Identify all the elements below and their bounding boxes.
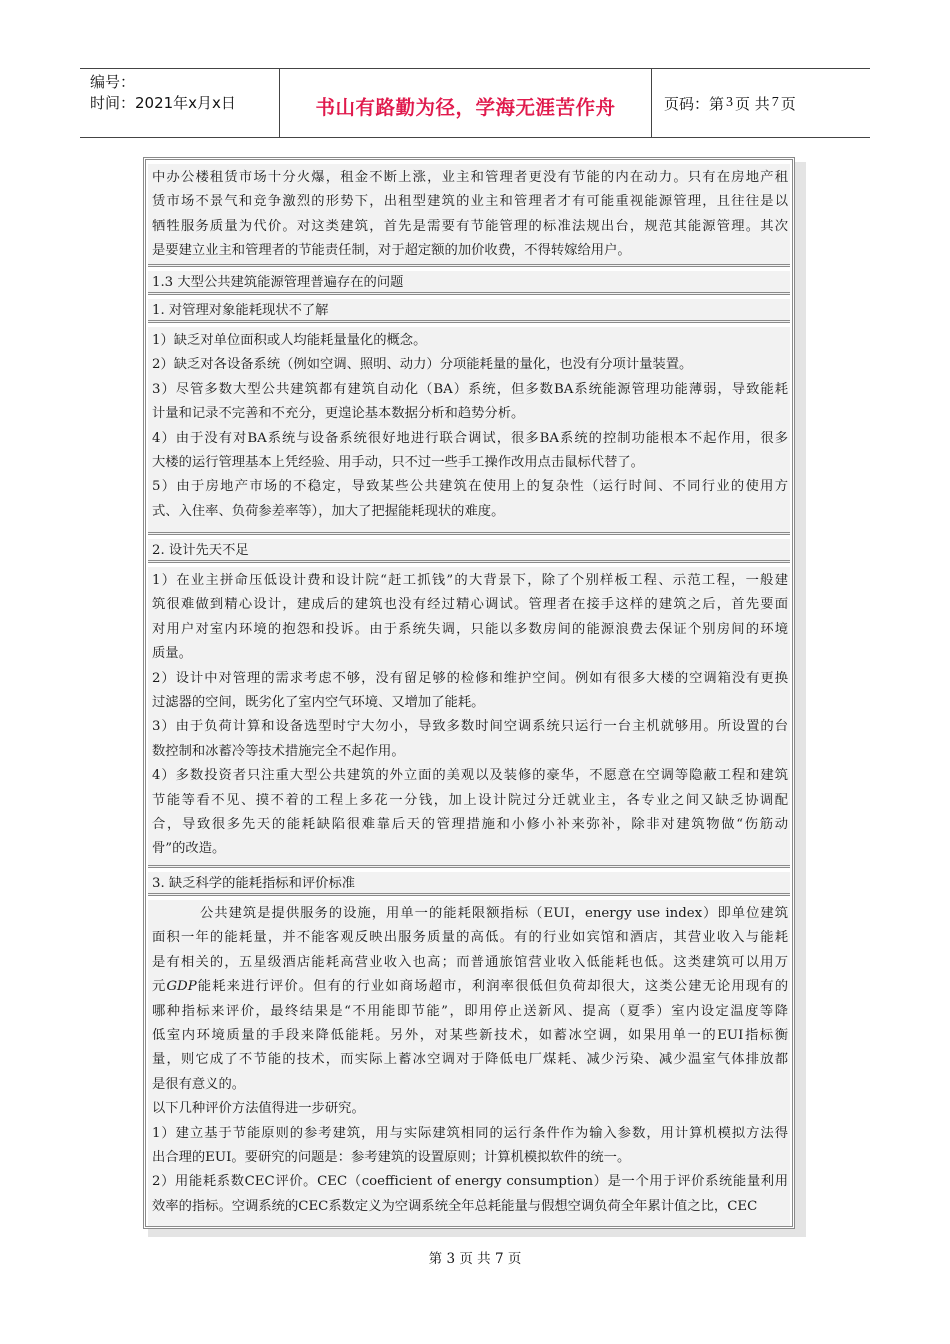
paragraph-line: 公共建筑是提供服务的设施，用单一的能耗限额指标（EUI，energy use index）即单位建筑 bbox=[200, 906, 788, 921]
page-total: 7 bbox=[771, 95, 779, 110]
page-footer bbox=[0, 1247, 950, 1267]
table-row bbox=[148, 567, 790, 868]
paragraph-line: 过滤器的空间，既劣化了室内空气环境、又增加了能耗。 bbox=[152, 694, 485, 710]
table-row bbox=[148, 164, 790, 267]
page-header bbox=[80, 68, 870, 138]
paragraph-line: 中办公楼租赁市场十分火爆，租金不断上涨，业主和管理者更没有节能的内在动力。只有在房地产租 bbox=[152, 170, 788, 185]
motto: 书山有路勤为径，学海无涯苦作舟 bbox=[315, 96, 616, 119]
paragraph-line: 1）在业主拼命压低设计费和设计院“赶工抓钱”的大背景下，除了个别样板工程、示范工程，一般建 bbox=[152, 573, 788, 588]
paragraph-line: 4）由于没有对BA系统与设备系统很好地进行联合调试，很多BA系统的控制功能根本不起作用，很多 bbox=[152, 430, 788, 446]
content-rows bbox=[148, 161, 790, 1226]
table-row bbox=[148, 872, 790, 896]
paragraph-line: 2. 设计先天不足 bbox=[152, 543, 249, 558]
footer-suffix: 页 bbox=[507, 1251, 522, 1267]
page-mid: 页 共 bbox=[735, 94, 770, 113]
box-shadow-bottom bbox=[148, 1229, 806, 1237]
page-prefix: 页码：第 bbox=[664, 94, 725, 113]
paragraph-line: 合，导致很多先天的能耗缺陷很难靠后天的管理措施和小修小补来弥补，除非对建筑物做“伤筋动 bbox=[152, 816, 788, 832]
paragraph-line: 3）尽管多数大型公共建筑都有建筑自动化（BA）系统，但多数BA系统能源管理功能薄弱，导致能耗 bbox=[152, 381, 788, 397]
paragraph-line: 1.3 大型公共建筑能源管理普遍存在的问题 bbox=[152, 275, 404, 290]
paragraph-line: 数控制和冰蓄冷等技术措施完全不起作用。 bbox=[152, 743, 405, 759]
paragraph-line: 2）缺乏对各设备系统（例如空调、照明、动力）分项能耗量的量化，也没有分项计量装置。 bbox=[152, 357, 693, 373]
paragraph-line: 骨”的改造。 bbox=[152, 841, 226, 857]
paragraph-line: 质量。 bbox=[152, 646, 192, 662]
paragraph-line: 元GDP能耗来进行评价。但有的行业如商场超市，利润率很低但负荷却很大，这类公建无论用现有的 bbox=[152, 979, 789, 995]
paragraph-line: 大楼的运行管理基本上凭经验、用手动，只不过一些手工操作改用点击鼠标代替了。 bbox=[152, 454, 644, 470]
header-meta bbox=[80, 69, 280, 137]
footer-mid: 页 共 bbox=[459, 1251, 491, 1267]
paragraph-line: 效率的指标。空调系统的CEC系数定义为空调系统全年总耗能量与假想空调负荷全年累计值之比，CEC bbox=[152, 1198, 758, 1214]
table-row bbox=[148, 900, 790, 1229]
paragraph-line: 3）由于负荷计算和设备选型时宁大勿小，导致多数时间空调系统只运行一台主机就够用。所设置的台 bbox=[152, 719, 788, 735]
paragraph-line: 以下几种评价方法值得进一步研究。 bbox=[152, 1101, 365, 1117]
paragraph-line: 量，则它成了不节能的技术，而实际上蓄冰空调对于降低电厂煤耗、减少污染、减少温室气体排放都 bbox=[152, 1052, 788, 1068]
box-shadow-right bbox=[795, 162, 806, 1232]
paragraph-line: 是有相关的，五星级酒店能耗高营业收入也高；而普通旅馆营业收入低能耗也低。这类建筑可以用万 bbox=[152, 954, 788, 970]
table-row bbox=[148, 539, 790, 563]
paragraph-line: 1. 对管理对象能耗现状不了解 bbox=[152, 303, 329, 318]
footer-prefix: 第 bbox=[428, 1251, 443, 1267]
paragraph-line: 筑很难做到精心设计，建成后的建筑也没有经过精心调试。管理者在接手这样的建筑之后，首先要面 bbox=[152, 597, 788, 613]
page-suffix: 页 bbox=[780, 94, 796, 113]
page-current: 3 bbox=[726, 95, 734, 110]
table-row bbox=[148, 327, 790, 535]
paragraph-line: 计量和记录不完善和不充分，更遑论基本数据分析和趋势分析。 bbox=[152, 406, 525, 422]
paragraph-line: 5）由于房地产市场的不稳定，导致某些公共建筑在使用上的复杂性（运行时间、不同行业的使用方 bbox=[152, 479, 788, 495]
paragraph-line: 对用户对室内环境的抱怨和投诉。由于系统失调，只能以多数房间的能源浪费去保证个别房间的环境 bbox=[152, 621, 788, 637]
paragraph-line: 2）用能耗系数CEC评价。CEC（coefficient of energy consumption）是一个用于评价系统能量利用 bbox=[152, 1174, 788, 1190]
header-motto-cell bbox=[280, 69, 652, 137]
paragraph-line: 1）缺乏对单位面积或人均能耗量量化的概念。 bbox=[152, 333, 427, 348]
paragraph-line: 牺牲服务质量为代价。对这类建筑，首先是需要有节能管理的标准法规出台，规范其能源管理。其次 bbox=[152, 218, 788, 234]
serial-label: 编号： bbox=[90, 73, 136, 91]
paragraph-line: 哪种指标来评价，最终结果是“不用能即节能”，即用停止送新风、提高（夏季）室内设定温度等降 bbox=[152, 1003, 788, 1019]
paragraph-line: 是要建立业主和管理者的节能责任制，对于超定额的加价收费，不得转嫁给用户。 bbox=[152, 243, 631, 259]
footer-current: 3 bbox=[446, 1251, 456, 1267]
paragraph-line: 节能等看不见、摸不着的工程上多花一分钱，加上设计院过分迁就业主，各专业之间又缺乏协调配 bbox=[152, 792, 788, 808]
paragraph-line: 是很有意义的。 bbox=[152, 1076, 246, 1092]
paragraph-line: 式、入住率、负荷参差率等），加大了把握能耗现状的难度。 bbox=[152, 503, 505, 519]
paragraph-line: 2）设计中对管理的需求考虑不够，没有留足够的检修和维护空间。例如有很多大楼的空调箱没有更换 bbox=[152, 670, 788, 686]
paragraph-line: 4）多数投资者只注重大型公共建筑的外立面的美观以及装修的豪华，不愿意在空调等隐蔽工程和建筑 bbox=[152, 768, 788, 784]
footer-total: 7 bbox=[494, 1251, 504, 1267]
paragraph-line: 低室内环境质量的手段来降低能耗。另外，对某些新技术，如蓄冰空调，如果用单一的EUI指标衡 bbox=[152, 1027, 788, 1043]
paragraph-line: 1）建立基于节能原则的参考建筑，用与实际建筑相同的运行条件作为输入参数，用计算机模拟方法得 bbox=[152, 1125, 788, 1141]
content-table bbox=[143, 157, 795, 1229]
paragraph-line: 面积一年的能耗量，并不能客观反映出服务质量的高低。有的行业如宾馆和酒店，其营业收入与能耗 bbox=[152, 930, 788, 946]
date-label: 时间：2021年x月x日 bbox=[90, 94, 236, 112]
table-row bbox=[148, 299, 790, 323]
header-page-number bbox=[652, 69, 870, 137]
paragraph-line: 出合理的EUI。要研究的问题是：参考建筑的设置原则；计算机模拟软件的统一。 bbox=[152, 1149, 631, 1165]
table-row bbox=[148, 271, 790, 295]
paragraph-line: 3. 缺乏科学的能耗指标和评价标准 bbox=[152, 876, 356, 891]
paragraph-line: 赁市场不景气和竞争激烈的形势下，出租型建筑的业主和管理者才有可能重视能源管理，且往往是以 bbox=[152, 194, 788, 210]
